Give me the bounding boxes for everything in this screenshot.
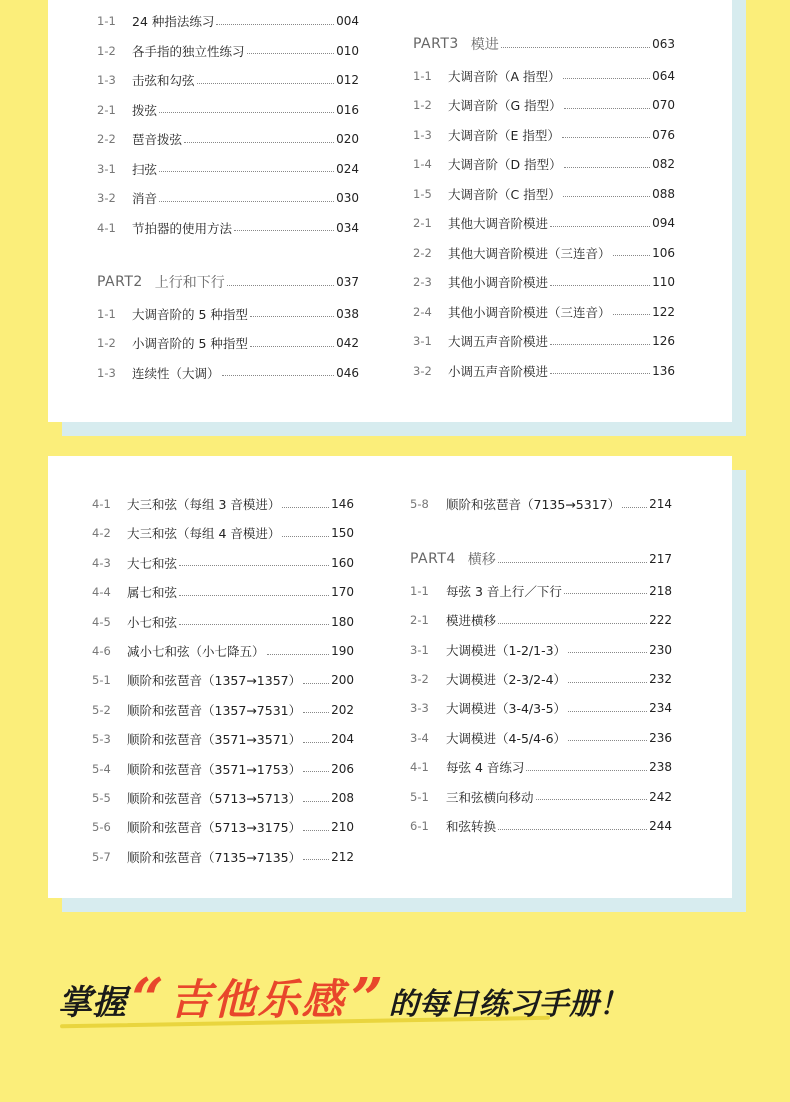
page-number: 106 [652, 245, 675, 260]
leader-dots [568, 711, 647, 712]
page-number: 170 [331, 585, 354, 600]
toc-entry [92, 582, 354, 602]
entry-title: 三和弦横向移动 [446, 789, 534, 805]
entry-title: 顺阶和弦琶音（7135→5317） [446, 497, 621, 512]
entry-number: 1-2 [97, 336, 116, 350]
leader-dots [303, 859, 329, 860]
page-number: 063 [652, 37, 675, 51]
entry-number: 3-1 [413, 334, 432, 348]
entry-number: 6-1 [410, 819, 429, 833]
toc-entry [410, 757, 672, 777]
entry-number: 5-1 [92, 673, 111, 688]
entry-title: 顺阶和弦琶音（5713→5713） [127, 791, 302, 806]
entry-title: 顺阶和弦琶音（5713→3175） [127, 820, 302, 836]
entry-number: 3-4 [410, 730, 429, 745]
entry-number: 2-2 [97, 132, 116, 146]
slogan [58, 962, 629, 1032]
toc-entry [413, 331, 675, 351]
entry-title: 大七和弦 [127, 555, 178, 571]
leader-dots [234, 230, 334, 231]
page-number: 110 [652, 275, 675, 289]
page-number: 217 [649, 552, 672, 567]
toc-entry [410, 610, 672, 630]
leader-dots [179, 595, 329, 596]
toc-entry [413, 213, 675, 233]
leader-dots [267, 654, 330, 655]
entry-title: 大调模进（4-5/4-6） [446, 730, 567, 746]
entry-number: 1-1 [410, 583, 429, 598]
toc-entry [410, 816, 672, 836]
page-number: 244 [649, 819, 672, 833]
entry-number: 5-5 [92, 791, 111, 805]
leader-dots [564, 593, 647, 594]
entry-number: 5-4 [92, 761, 111, 776]
entry-number: 4-5 [92, 614, 111, 629]
leader-dots [227, 285, 334, 286]
page-number: 046 [336, 365, 359, 380]
part-title: 模进 [470, 37, 499, 53]
leader-dots [159, 112, 334, 113]
toc-entry [97, 218, 359, 238]
part-title: 横移 [467, 552, 496, 569]
toc-entry [92, 788, 354, 808]
toc-entry [410, 787, 672, 807]
entry-title: 其他小调音阶模进 [448, 275, 549, 290]
page-number: 234 [649, 701, 672, 716]
page-number: 122 [652, 304, 675, 319]
toc-entry [413, 243, 675, 263]
entry-title: 击弦和勾弦 [132, 73, 195, 88]
toc-entry [410, 640, 672, 660]
toc-entry [92, 523, 354, 543]
toc-entry [413, 361, 675, 381]
entry-title: 大调模进（1-2/1-3） [446, 642, 567, 658]
page-number: 238 [649, 760, 672, 775]
leader-dots [564, 167, 650, 168]
toc-part-heading [413, 34, 675, 54]
entry-title: 大调五声音阶模进 [448, 334, 549, 349]
entry-number: 3-3 [410, 701, 429, 716]
entry-number: 4-3 [92, 555, 111, 570]
entry-title: 小七和弦 [127, 614, 178, 630]
page-number: 160 [331, 555, 354, 570]
toc-entry [413, 184, 675, 204]
leader-dots [622, 507, 647, 508]
toc-entry [97, 304, 359, 324]
page-number: 070 [652, 98, 675, 112]
entry-title: 消音 [132, 191, 158, 206]
page-number: 206 [331, 761, 354, 776]
entry-number: 2-1 [97, 102, 116, 117]
leader-dots [179, 624, 329, 625]
entry-title: 减小七和弦（小七降五） [127, 644, 265, 659]
entry-title: 其他小调音阶模进（三连音） [448, 304, 611, 320]
leader-dots [498, 562, 647, 563]
entry-title: 顺阶和弦琶音（3571→3571） [127, 732, 302, 748]
entry-title: 大调音阶（C 指型） [448, 186, 561, 202]
leader-dots [222, 375, 335, 376]
entry-title: 大调音阶的 5 种指型 [132, 306, 248, 322]
leader-dots [564, 108, 650, 109]
leader-dots [550, 373, 650, 374]
entry-title: 顺阶和弦琶音（1357→7531） [127, 702, 302, 718]
part-label: PART4 [410, 551, 456, 568]
page-number: 012 [336, 73, 359, 87]
entry-number: 5-2 [92, 702, 111, 717]
page-number: 242 [649, 789, 672, 804]
entry-number: 1-2 [97, 43, 116, 58]
entry-title: 顺阶和弦琶音（3571→1753） [127, 761, 302, 777]
entry-number: 2-1 [410, 613, 429, 628]
toc-entry [410, 494, 672, 514]
entry-number: 5-8 [410, 497, 429, 511]
page-number: 150 [331, 526, 354, 541]
toc-panel-2 [48, 456, 732, 898]
entry-title: 大调音阶（A 指型） [448, 68, 561, 84]
toc-entry [413, 272, 675, 292]
leader-dots [568, 682, 647, 683]
entry-number: 1-3 [413, 127, 432, 142]
toc-entry [97, 100, 359, 120]
leader-dots [550, 226, 650, 227]
leader-dots [250, 316, 334, 317]
page-number: 136 [652, 363, 675, 378]
toc-entry [413, 125, 675, 145]
page-number: 010 [336, 43, 359, 58]
entry-title: 每弦 3 音上行／下行 [446, 583, 562, 599]
entry-title: 小调五声音阶模进 [448, 363, 549, 379]
entry-title: 扫弦 [132, 161, 158, 177]
page-number: 064 [652, 68, 675, 83]
entry-number: 1-2 [413, 98, 432, 112]
entry-number: 1-1 [97, 14, 116, 28]
leader-dots [501, 47, 650, 48]
entry-title: 琶音拨弦 [132, 132, 183, 147]
entry-number: 2-1 [413, 216, 432, 230]
page-number: 202 [331, 702, 354, 717]
slogan-open-quote: “ [131, 966, 164, 1032]
entry-title: 其他大调音阶模进（三连音） [448, 245, 611, 261]
leader-dots [498, 623, 647, 624]
toc-entry [92, 847, 354, 867]
leader-dots [247, 53, 335, 54]
entry-title: 24 种指法练习 [132, 14, 215, 29]
leader-dots [282, 507, 329, 508]
entry-number: 1-3 [97, 73, 116, 87]
page-number: 088 [652, 186, 675, 201]
page-number: 082 [652, 157, 675, 171]
entry-number: 3-1 [410, 642, 429, 657]
leader-dots [303, 771, 329, 772]
toc-entry [92, 641, 354, 661]
toc-entry [92, 817, 354, 837]
slogan-highlight: 吉他乐感 [169, 975, 346, 1024]
page-number: 210 [331, 820, 354, 835]
entry-title: 顺阶和弦琶音（1357→1357） [127, 673, 302, 689]
entry-number: 3-2 [410, 672, 429, 686]
entry-title: 大调模进（2-3/2-4） [446, 672, 567, 687]
entry-title: 大三和弦（每组 4 音模进） [127, 526, 281, 542]
entry-number: 2-3 [413, 275, 432, 289]
leader-dots [550, 344, 650, 345]
entry-number: 1-3 [97, 365, 116, 380]
entry-number: 1-5 [413, 186, 432, 201]
entry-title: 各手指的独立性练习 [132, 43, 245, 59]
entry-title: 和弦转换 [446, 819, 497, 834]
toc-entry [413, 66, 675, 86]
entry-title: 其他大调音阶模进 [448, 216, 549, 231]
leader-dots [303, 742, 329, 743]
entry-title: 属七和弦 [127, 585, 178, 601]
part-label: PART2 [97, 274, 143, 290]
page-number: 004 [336, 14, 359, 28]
entry-number: 5-3 [92, 732, 111, 747]
toc-entry [97, 129, 359, 149]
toc-entry [92, 553, 354, 573]
entry-number: 1-4 [413, 157, 432, 171]
leader-dots [303, 683, 329, 684]
entry-title: 模进横移 [446, 613, 497, 629]
leader-dots [526, 770, 647, 771]
page-number: 232 [649, 672, 672, 686]
page-number: 030 [336, 191, 359, 205]
leader-dots [568, 740, 647, 741]
toc-entry [413, 154, 675, 174]
entry-number: 4-1 [410, 760, 429, 775]
page-number: 230 [649, 642, 672, 657]
entry-title: 拨弦 [132, 102, 158, 118]
leader-dots [563, 196, 650, 197]
page-number: 180 [331, 614, 354, 629]
entry-title: 大调音阶（E 指型） [448, 127, 560, 143]
page-number: 024 [336, 161, 359, 176]
page-number: 212 [331, 849, 354, 864]
leader-dots [562, 137, 650, 138]
entry-title: 大调模进（3-4/3-5） [446, 701, 567, 717]
toc-entry [410, 698, 672, 718]
entry-number: 4-1 [92, 497, 111, 511]
leader-dots [536, 799, 648, 800]
page-number: 190 [331, 644, 354, 658]
toc-entry [97, 41, 359, 61]
page-number: 222 [649, 613, 672, 628]
toc-entry [97, 159, 359, 179]
entry-number: 3-2 [97, 191, 116, 205]
entry-number: 2-4 [413, 304, 432, 319]
page-number: 038 [336, 306, 359, 321]
leader-dots [184, 142, 334, 143]
entry-number: 3-2 [413, 363, 432, 378]
toc-part-heading [410, 549, 672, 569]
page-number: 076 [652, 127, 675, 142]
page-number: 016 [336, 102, 359, 117]
entry-number: 5-6 [92, 820, 111, 835]
entry-title: 大三和弦（每组 3 音模进） [127, 497, 281, 512]
entry-title: 小调音阶的 5 种指型 [132, 336, 248, 351]
page-number: 218 [649, 583, 672, 598]
entry-number: 3-1 [97, 161, 116, 176]
entry-number: 4-1 [97, 220, 116, 235]
page-number: 214 [649, 497, 672, 511]
entry-number: 1-1 [97, 306, 116, 321]
entry-number: 5-7 [92, 849, 111, 864]
page-number: 208 [331, 791, 354, 805]
entry-title: 连续性（大调） [132, 365, 220, 381]
entry-number: 4-4 [92, 585, 111, 600]
leader-dots [303, 712, 329, 713]
entry-title: 大调音阶（G 指型） [448, 98, 562, 113]
leader-dots [303, 801, 329, 802]
entry-number: 4-6 [92, 644, 111, 658]
entry-title: 每弦 4 音练习 [446, 760, 525, 776]
page-number: 200 [331, 673, 354, 688]
leader-dots [613, 255, 651, 256]
toc-entry [97, 11, 359, 31]
entry-title: 大调音阶（D 指型） [448, 157, 562, 172]
page-number: 236 [649, 730, 672, 745]
page-number: 034 [336, 220, 359, 235]
entry-number: 2-2 [413, 245, 432, 260]
page-number: 094 [652, 216, 675, 230]
leader-dots [303, 830, 329, 831]
toc-part-heading [97, 272, 359, 292]
leader-dots [568, 652, 647, 653]
entry-number: 4-2 [92, 526, 111, 541]
page-number: 020 [336, 132, 359, 146]
toc-entry [413, 302, 675, 322]
toc-entry [97, 70, 359, 90]
slogan-close-quote: ” [350, 966, 384, 1032]
leader-dots [197, 83, 335, 84]
toc-entry [92, 612, 354, 632]
toc-entry [92, 729, 354, 749]
slogan-prefix: 掌握 [58, 983, 126, 1023]
toc-entry [92, 494, 354, 514]
toc-entry [410, 669, 672, 689]
page-number: 126 [652, 334, 675, 348]
toc-entry [92, 759, 354, 779]
toc-entry [92, 670, 354, 690]
part-label: PART3 [413, 36, 459, 52]
toc-entry [97, 188, 359, 208]
leader-dots [563, 78, 651, 79]
leader-dots [498, 829, 647, 830]
toc-entry [97, 363, 359, 383]
leader-dots [159, 201, 334, 202]
leader-dots [250, 346, 334, 347]
leader-dots [216, 24, 334, 25]
entry-title: 节拍器的使用方法 [132, 220, 233, 236]
toc-panel-1 [48, 0, 732, 422]
page-number: 042 [336, 336, 359, 350]
leader-dots [282, 536, 329, 537]
leader-dots [550, 285, 650, 286]
leader-dots [159, 171, 334, 172]
part-title: 上行和下行 [154, 275, 225, 291]
page-number: 037 [336, 275, 359, 289]
slogan-suffix: 的每日练习手册！ [388, 987, 629, 1022]
leader-dots [179, 565, 329, 566]
toc-entry [410, 728, 672, 748]
entry-number: 1-1 [413, 68, 432, 83]
toc-entry [97, 333, 359, 353]
toc-entry [413, 95, 675, 115]
entry-title: 顺阶和弦琶音（7135→7135） [127, 849, 302, 865]
page-number: 146 [331, 497, 354, 511]
toc-entry [410, 581, 672, 601]
page-number: 204 [331, 732, 354, 747]
leader-dots [613, 314, 651, 315]
toc-entry [92, 700, 354, 720]
entry-number: 5-1 [410, 789, 429, 804]
